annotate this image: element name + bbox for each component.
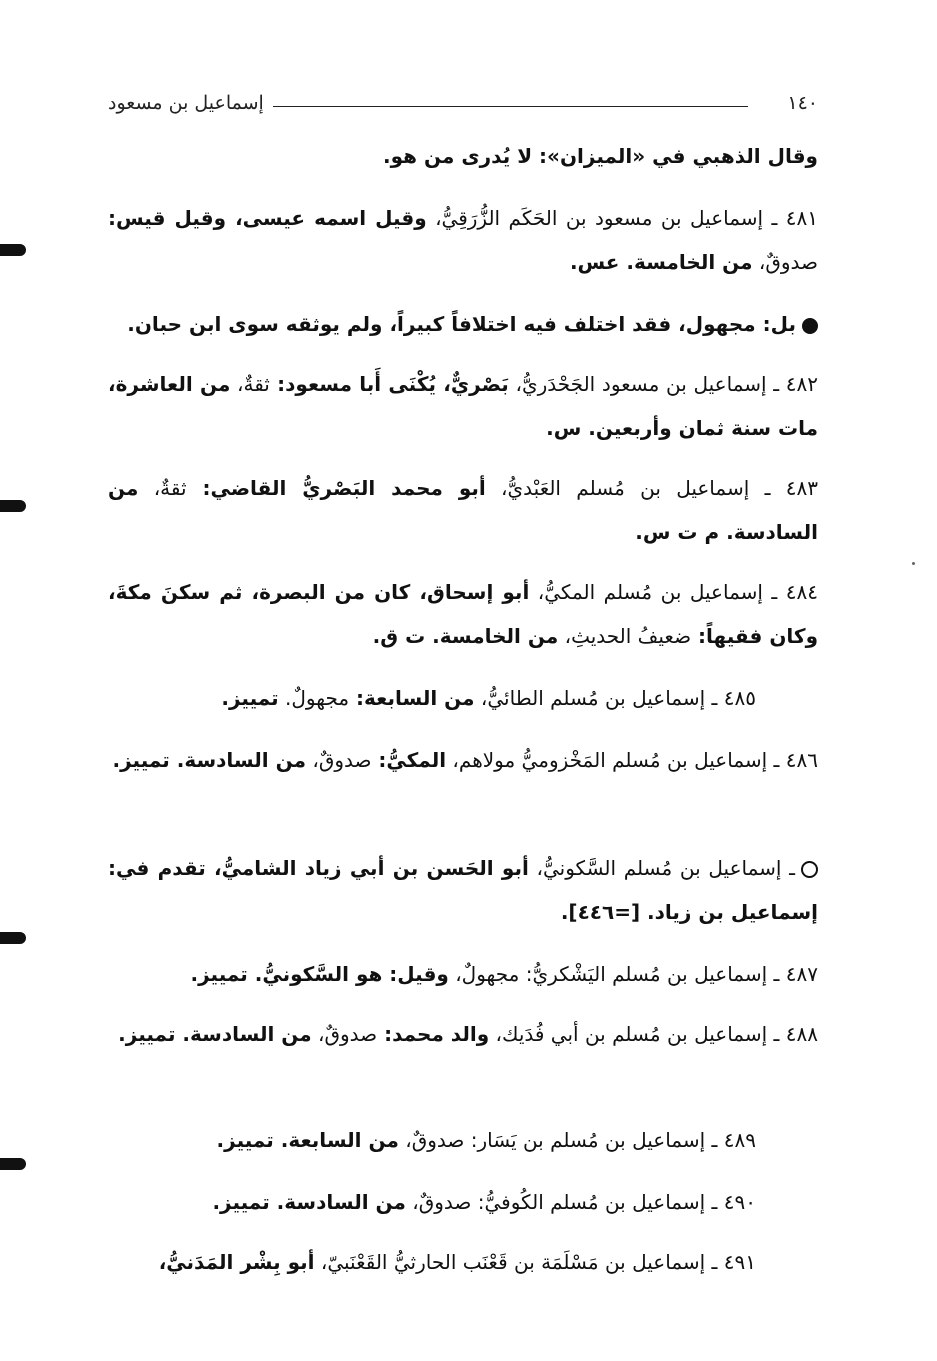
page-header	[108, 92, 818, 122]
edge-tab-mark	[0, 1158, 26, 1170]
text-span: أبو إسحاق، كان من البصرة، ثم سكنَ مكةَ، وكان فقيهاً:	[108, 580, 818, 648]
text-span: المكيُّ:	[371, 748, 447, 772]
text-span: ٤٩١ ـ إسماعيل بن مَسْلَمَة بن قَعْنَب الحارثيُّ القَعْنَبيّ،	[314, 1250, 756, 1274]
edge-tab-mark	[0, 244, 26, 256]
text-span: ثقةٌ،	[230, 372, 270, 396]
text-span: ٤٨٧ ـ إسماعيل بن مُسلم اليَشْكريُّ:	[519, 962, 818, 986]
text-span: ٤٨٦ ـ إسماعيل بن مُسلم المَخْزوميُّ مولاهم،	[446, 748, 818, 772]
entry-485	[116, 676, 756, 720]
text-span: ٤٨١ ـ إسماعيل بن مسعود بن الحَكَم الزُّرَقِيُّ،	[426, 206, 818, 230]
text-span: من العاشرة، مات سنة ثمان وأربعين. س.	[108, 372, 818, 440]
text-span: وقيل: هو السَّكونيُّ. تمييز.	[190, 962, 449, 986]
text-span: صدوقٌ،	[752, 250, 818, 274]
note-paragraph	[108, 302, 818, 346]
entry-491	[116, 1240, 756, 1284]
entry-490	[116, 1180, 756, 1224]
entry-486	[108, 738, 818, 782]
entry-483	[108, 466, 818, 554]
text-span: بل: مجهول، فقد اختلف فيه اختلافاً كبيراً، ولم يوثقه سوى ابن حبان.	[127, 312, 796, 336]
text-span: تمييز.	[221, 686, 279, 710]
text-span: ٤٨٢ ـ إسماعيل بن مسعود الجَحْدَريُّ،	[508, 372, 819, 396]
text-span: مجهولٌ،	[448, 962, 520, 986]
text-span: صدوقٌ،	[405, 1190, 472, 1214]
text-span: ٤٩٠ ـ إسماعيل بن مُسلم الكُوفيُّ:	[471, 1190, 756, 1214]
cross-reference-paragraph	[108, 846, 818, 934]
page-number: ١٤٠	[787, 92, 818, 114]
text-span: من السابعة:	[349, 686, 475, 710]
entry-488	[108, 1012, 818, 1056]
entry-487	[108, 952, 818, 996]
edge-tab-mark	[0, 932, 26, 944]
text-span: من السادسة. تمييز.	[118, 1022, 312, 1046]
bullet-dot-icon	[802, 318, 818, 334]
entry-482	[108, 362, 818, 450]
text-span: من السابعة. تمييز.	[216, 1128, 399, 1152]
ring-marker-icon	[801, 861, 818, 878]
text-span: وقيل اسمه عيسى، وقيل قيس:	[108, 206, 427, 230]
text-span: أبو الحَسن بن أبي زياد الشاميُّ، تقدم في: إسماعيل بن زياد. [=٤٤٦].	[108, 856, 818, 924]
text-span: بَصْريٌّ، يُكْنَى أَبا مسعود:	[269, 372, 509, 396]
text-span: ـ إسماعيل بن مُسلم السَّكونيُّ،	[528, 856, 796, 880]
text-span: والد محمد:	[377, 1022, 490, 1046]
text-span: ٤٨٣ ـ إسماعيل بن مُسلم العَبْديُّ،	[485, 476, 818, 500]
text-span: من الخامسة. ت ق.	[372, 624, 559, 648]
text-span: من السادسة. م ت س.	[108, 476, 818, 544]
text-span: صدوقٌ،	[398, 1128, 465, 1152]
text-span: ٤٨٥ ـ إسماعيل بن مُسلم الطائيُّ،	[474, 686, 756, 710]
entry-484	[108, 570, 818, 658]
text-span: صدوقٌ،	[306, 748, 372, 772]
running-title: إسماعيل بن مسعود	[108, 92, 264, 114]
text-span: من السادسة. تمييز.	[112, 748, 306, 772]
text-span: من السادسة. تمييز.	[212, 1190, 406, 1214]
header-rule	[273, 106, 748, 107]
text-span: ٤٨٤ ـ إسماعيل بن مُسلم المكيُّ،	[529, 580, 819, 604]
scan-speck	[912, 562, 915, 565]
text-span: صدوقٌ،	[311, 1022, 378, 1046]
paragraph-0	[108, 134, 818, 178]
text-span: من الخامسة. عس.	[569, 250, 753, 274]
entry-481	[108, 196, 818, 284]
edge-tab-mark	[0, 500, 26, 512]
text-span: أبو محمد البَصْريُّ القاضي:	[186, 476, 486, 500]
entry-489	[116, 1118, 756, 1162]
text-span: ثقةٌ،	[138, 476, 187, 500]
text-span: مجهولٌ.	[278, 686, 350, 710]
text-span: ٤٨٨ ـ إسماعيل بن مُسلم بن أبي فُدَيك،	[489, 1022, 818, 1046]
text-span: ضعيفُ الحديثِ،	[558, 624, 692, 648]
text-span: ٤٨٩ ـ إسماعيل بن مُسلم بن يَسَار:	[464, 1128, 756, 1152]
text-span: أبو بِشْر المَدَنيُّ،	[158, 1250, 315, 1274]
text-span: وقال الذهبي في «الميزان»: لا يُدرى من هو.	[383, 144, 818, 168]
